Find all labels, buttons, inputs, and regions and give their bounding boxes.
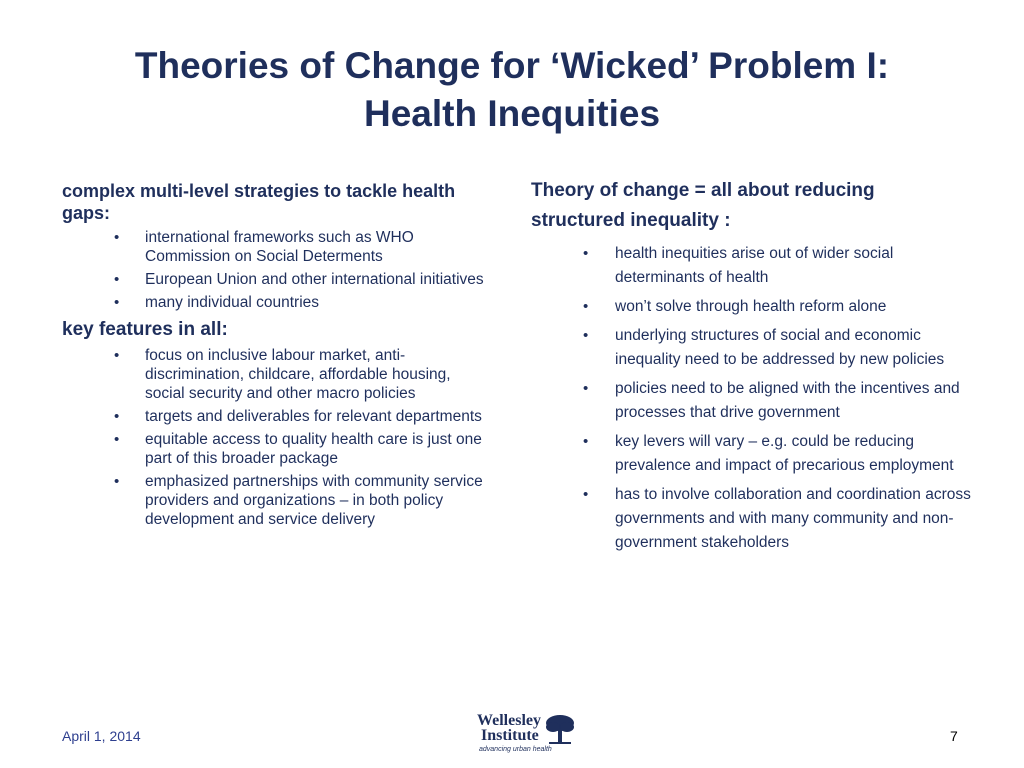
list-item [531, 242, 971, 290]
list-item [62, 293, 492, 312]
list-item-text: equitable access to quality health care is just one part of this broader package [145, 431, 482, 467]
left-bullet-list-2 [62, 346, 492, 529]
list-item-text: won’t solve through health reform alone [615, 298, 887, 315]
bullet-icon: • [583, 380, 589, 397]
footer-date: April 1, 2014 [62, 728, 141, 744]
list-item [531, 377, 971, 425]
page-number: 7 [950, 728, 958, 744]
right-column [531, 176, 971, 560]
list-item [531, 324, 971, 372]
bullet-icon: • [583, 298, 589, 315]
bullet-icon: • [114, 229, 120, 246]
left-column [62, 180, 492, 533]
bullet-icon: • [114, 347, 120, 364]
list-item-text: many individual countries [145, 294, 320, 311]
list-item-text: health inequities arise out of wider social determinants of health [615, 245, 894, 286]
bullet-icon: • [114, 271, 120, 288]
slide-title-line2: Health Inequities [363, 93, 661, 134]
logo-wordmark-line2: Institute [481, 727, 539, 744]
bullet-icon: • [114, 408, 120, 425]
bullet-icon: • [583, 433, 589, 450]
bullet-icon: • [114, 431, 120, 448]
slide-title-line1: Theories of Change for ‘Wicked’ Problem I: [134, 45, 890, 86]
bullet-icon: • [114, 294, 120, 311]
list-item-text: targets and deliverables for relevant departments [145, 408, 482, 425]
left-heading-key-features: key features in all: [62, 319, 228, 340]
left-heading-strategies: complex multi-level strategies to tackle health gaps: [62, 181, 456, 223]
list-item-text: underlying structures of social and economic inequality need to be addressed by new policies [615, 327, 945, 368]
list-item-text: policies need to be aligned with the incentives and processes that drive government [615, 380, 960, 421]
right-heading-theory: Theory of change = all about reducing structured inequality : [531, 180, 875, 231]
list-item [62, 270, 492, 289]
list-item-text: focus on inclusive labour market, anti-discrimination, childcare, affordable housing, social security and other macro policies [145, 347, 451, 402]
list-item [62, 407, 492, 426]
list-item-text: European Union and other international initiatives [145, 271, 484, 288]
tree-icon [543, 713, 577, 745]
bullet-icon: • [583, 327, 589, 344]
wellesley-institute-logo [477, 713, 577, 757]
list-item [531, 295, 971, 319]
list-item-text: international frameworks such as WHO Commission on Social Determents [145, 229, 414, 265]
list-item [62, 346, 492, 403]
list-item [531, 483, 971, 555]
bullet-icon: • [583, 486, 589, 503]
list-item-text: has to involve collaboration and coordination across governments and with many community and non-government stakeholders [615, 486, 971, 551]
list-item [62, 430, 492, 468]
list-item [62, 228, 492, 266]
list-item [62, 472, 492, 529]
list-item [531, 430, 971, 478]
list-item-text: key levers will vary – e.g. could be reducing prevalence and impact of precarious employment [615, 433, 954, 474]
bullet-icon: • [583, 245, 589, 262]
bullet-icon: • [114, 473, 120, 490]
left-bullet-list-1 [62, 228, 492, 312]
slide-title [60, 42, 964, 138]
logo-tagline: advancing urban health [479, 746, 552, 753]
logo-wordmark-line1: Wellesley [477, 712, 541, 729]
right-bullet-list [531, 242, 971, 555]
list-item-text: emphasized partnerships with community service providers and organizations – in both policy development and service delivery [145, 473, 483, 528]
